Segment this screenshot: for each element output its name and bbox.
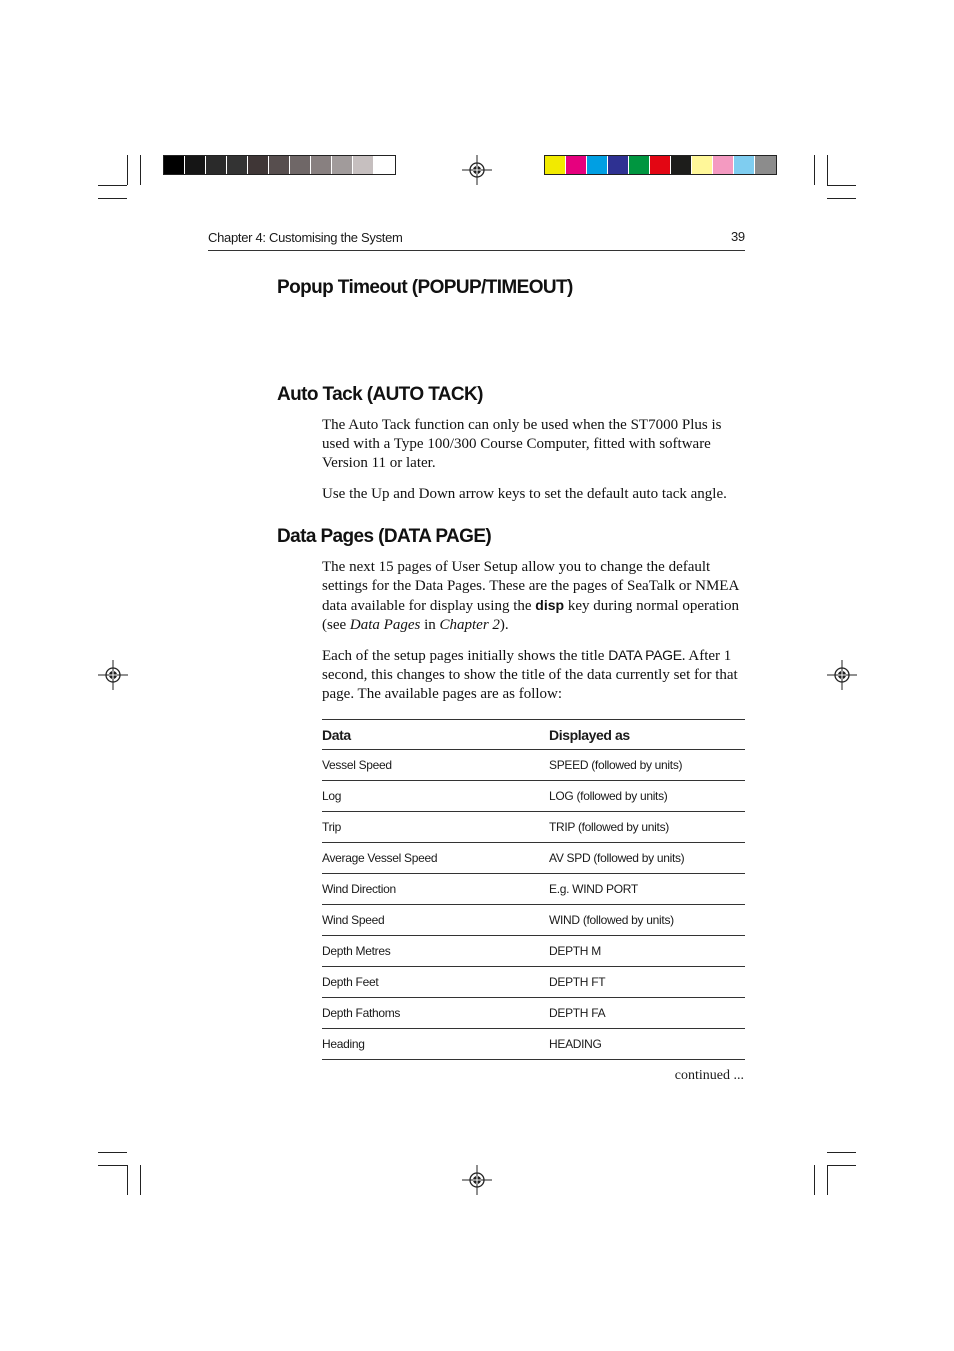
color-swatch (734, 156, 755, 174)
cell-displayed-as: LOG (followed by units) (549, 789, 668, 803)
color-swatch (332, 156, 353, 174)
color-swatch (650, 156, 671, 174)
cell-data: Wind Speed (322, 913, 385, 927)
display-title-data-page: DATA PAGE (608, 647, 682, 663)
continued-note: continued ... (674, 1068, 744, 1083)
cell-data: Log (322, 789, 342, 803)
table-row (322, 812, 745, 843)
data-pages-paragraph-1 (322, 558, 742, 635)
color-swatch (269, 156, 290, 174)
color-swatch (587, 156, 608, 174)
color-swatch (713, 156, 734, 174)
text-run: Each of the setup pages initially shows the title (322, 648, 609, 664)
table-row (322, 905, 745, 936)
cell-displayed-as: DEPTH FA (549, 1006, 606, 1020)
text-run: The next 15 pages of User Setup allow you to change the default settings for the Data Pages. These are the pages of SeaTalk or NMEA data available for display using the (322, 559, 739, 614)
cell-displayed-as: DEPTH M (549, 944, 601, 958)
running-header-chapter: Chapter 4: Customising the System (208, 230, 403, 245)
cell-data: Average Vessel Speed (322, 851, 438, 865)
section-heading-popup-timeout: Popup Timeout (POPUP/TIMEOUT) (277, 277, 573, 298)
cell-data: Depth Metres (322, 944, 391, 958)
text-run: key during normal operation (see (322, 598, 740, 633)
cell-displayed-as: SPEED (followed by units) (549, 758, 683, 772)
color-swatch (374, 156, 395, 174)
color-swatch (311, 156, 332, 174)
registration-mark-icon (98, 660, 128, 690)
color-swatch (353, 156, 374, 174)
table-row (322, 874, 745, 905)
cross-reference-data-pages: Data Pages (349, 617, 421, 633)
color-calibration-bar (544, 155, 777, 175)
grayscale-calibration-bar (163, 155, 396, 175)
table-row (322, 781, 745, 812)
cell-displayed-as: DEPTH FT (549, 975, 606, 989)
text-run: ). (499, 617, 509, 633)
color-swatch (206, 156, 227, 174)
cell-data: Heading (322, 1037, 365, 1051)
cell-displayed-as: E.g. WIND PORT (549, 882, 638, 896)
color-swatch (227, 156, 248, 174)
color-swatch (164, 156, 185, 174)
color-swatch (671, 156, 692, 174)
cross-reference-chapter: Chapter 2 (439, 617, 500, 633)
registration-mark-icon (827, 660, 857, 690)
auto-tack-paragraph-1: The Auto Tack function can only be used when the ST7000 Plus is used with a Type 100/300 Course Computer, fitted with software Version 11 or later. (322, 417, 722, 471)
registration-mark-icon (462, 1165, 492, 1195)
data-pages-paragraph-2 (322, 646, 742, 704)
color-swatch (629, 156, 650, 174)
cell-data: Trip (322, 820, 342, 834)
text-run: in (420, 617, 440, 633)
page-number: 39 (731, 229, 745, 244)
color-swatch (608, 156, 629, 174)
cell-data: Depth Feet (322, 975, 379, 989)
column-header-data: Data (322, 727, 351, 743)
color-swatch (566, 156, 587, 174)
cell-data: Depth Fathoms (322, 1006, 401, 1020)
auto-tack-paragraph-2: Use the Up and Down arrow keys to set the default auto tack angle. (322, 486, 727, 502)
color-swatch (692, 156, 713, 174)
color-swatch (185, 156, 206, 174)
color-swatch (545, 156, 566, 174)
registration-mark-icon (462, 155, 492, 185)
cell-data: Wind Direction (322, 882, 396, 896)
cell-displayed-as: TRIP (followed by units) (549, 820, 669, 834)
section-heading-auto-tack: Auto Tack (AUTO TACK) (277, 384, 483, 405)
table-header-row (322, 719, 745, 750)
table-row (322, 1029, 745, 1060)
table-row (322, 967, 745, 998)
data-pages-table (322, 719, 745, 1060)
table-row (322, 843, 745, 874)
cell-displayed-as: WIND (followed by units) (549, 913, 674, 927)
text-run: . After 1 second, this changes to show the title of the data currently set for that page. The available pages are as follow: (322, 648, 738, 702)
color-swatch (755, 156, 776, 174)
section-heading-data-pages: Data Pages (DATA PAGE) (277, 526, 492, 547)
color-swatch (248, 156, 269, 174)
table-row (322, 936, 745, 967)
header-rule (208, 250, 745, 251)
cell-displayed-as: AV SPD (followed by units) (549, 851, 685, 865)
disp-key-label: disp (535, 597, 565, 613)
table-row (322, 998, 745, 1029)
color-swatch (290, 156, 311, 174)
table-row (322, 750, 745, 781)
cell-displayed-as: HEADING (549, 1037, 602, 1051)
column-header-displayed-as: Displayed as (549, 727, 630, 743)
cell-data: Vessel Speed (322, 758, 392, 772)
